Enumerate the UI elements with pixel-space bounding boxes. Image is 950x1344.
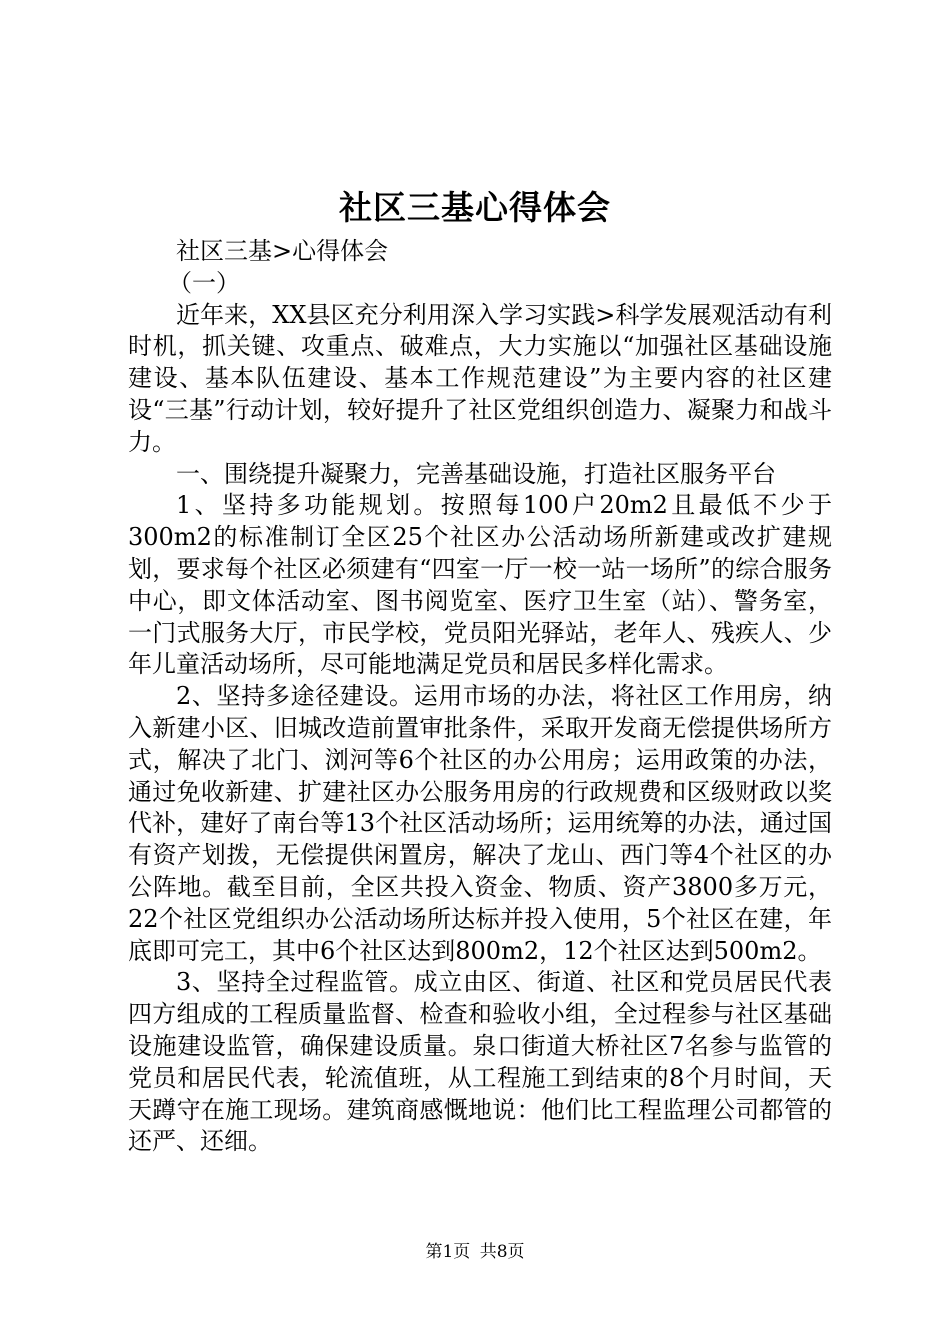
section-marker: （一） [168, 268, 240, 297]
paragraph-intro: 近年来，XX县区充分利用深入学习实践>科学发展观活动有利时机，抓关键、攻重点、破难点，大力实施以“加强社区基础设施建设、基本队伍建设、基本工作规范建设”为主要内容的社区建设“三基”行动计划，较好提升了社区党组织创造力、凝聚力和战斗力。 [128, 300, 832, 456]
document-title: 社区三基心得体会 [339, 188, 611, 227]
subtitle-line: 社区三基>心得体会 [176, 237, 389, 265]
paragraph-item-3: 3、坚持全过程监管。成立由区、街道、社区和党员居民代表四方组成的工程质量监督、检查和验收小组，全过程参与社区基础设施建设监管，确保建设质量。泉口街道大桥社区7名参与监管的党员和居民代表，轮流值班，从工程施工到结束的8个月时间，天天蹲守在施工现场。建筑商感慨地说：他们比工程监理公司都管的还严、还细。 [128, 968, 832, 1156]
page-total: 共8页 [479, 1242, 525, 1262]
section-heading-1: 一、围绕提升凝聚力，完善基础设施，打造社区服务平台 [176, 459, 776, 488]
page-number: 第1页 [425, 1242, 471, 1262]
paragraph-item-1: 1、坚持多功能规划。按照每100户20m2且最低不少于300m2的标准制订全区25个社区办公活动场所新建或改扩建规划，要求每个社区必须建有“四室一厅一校一站一场所”的综合服务中心，即文体活动室、图书阅览室、医疗卫生室（站）、警务室，一门式服务大厅，市民学校，党员阳光驿站，老年人、残疾人、少年儿童活动场所，尽可能地满足党员和居民多样化需求。 [128, 491, 832, 679]
document-body [128, 236, 832, 1158]
paragraph-item-2: 2、坚持多途径建设。运用市场的办法，将社区工作用房，纳入新建小区、旧城改造前置审批条件，采取开发商无偿提供场所方式，解决了北门、浏河等6个社区的办公用房；运用政策的办法，通过免收新建、扩建社区办公服务用房的行政规费和区级财政以奖代补，建好了南台等13个社区活动场所；运用统筹的办法，通过国有资产划拨，无偿提供闲置房，解决了龙山、西门等4个社区的办公阵地。截至目前，全区共投入资金、物质、资产3800多万元，22个社区党组织办公活动场所达标并投入使用，5个社区在建，年底即可完工，其中6个社区达到800m2，12个社区达到500m2。 [128, 682, 832, 965]
page-footer [0, 1240, 950, 1264]
